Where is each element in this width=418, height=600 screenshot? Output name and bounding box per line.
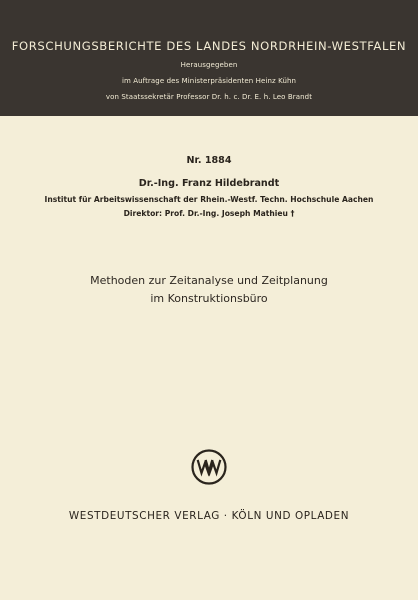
report-number: Nr. 1884 <box>186 155 232 166</box>
editor-line-2: im Auftrage des Ministerpräsidenten Heinz Kühn <box>121 77 297 85</box>
westdeutscher-verlag-ww-logo-icon <box>191 449 227 485</box>
editor-line-1: Herausgegeben <box>180 61 238 69</box>
director-name: Direktor: Prof. Dr.-Ing. Joseph Mathieu † <box>123 209 295 218</box>
editor-line-3: von Staatssekretär Professor Dr. h. c. Dr. E. h. Leo Brandt <box>105 93 313 101</box>
book-title-line-1: Methoden zur Zeitanalyse und Zeitplanung <box>90 274 328 287</box>
book-title-line-2: im Konstruktionsbüro <box>150 292 268 305</box>
institute-name: Institut für Arbeitswissenschaft der Rhein.-Westf. Techn. Hochschule Aachen <box>44 195 374 204</box>
series-title: FORSCHUNGSBERICHTE DES LANDES NORDRHEIN-WESTFALEN <box>11 39 407 53</box>
series-header <box>0 0 418 116</box>
publisher-name: WESTDEUTSCHER VERLAG · KÖLN UND OPLADEN <box>68 510 350 522</box>
author-name: Dr.-Ing. Franz Hildebrandt <box>138 178 280 189</box>
